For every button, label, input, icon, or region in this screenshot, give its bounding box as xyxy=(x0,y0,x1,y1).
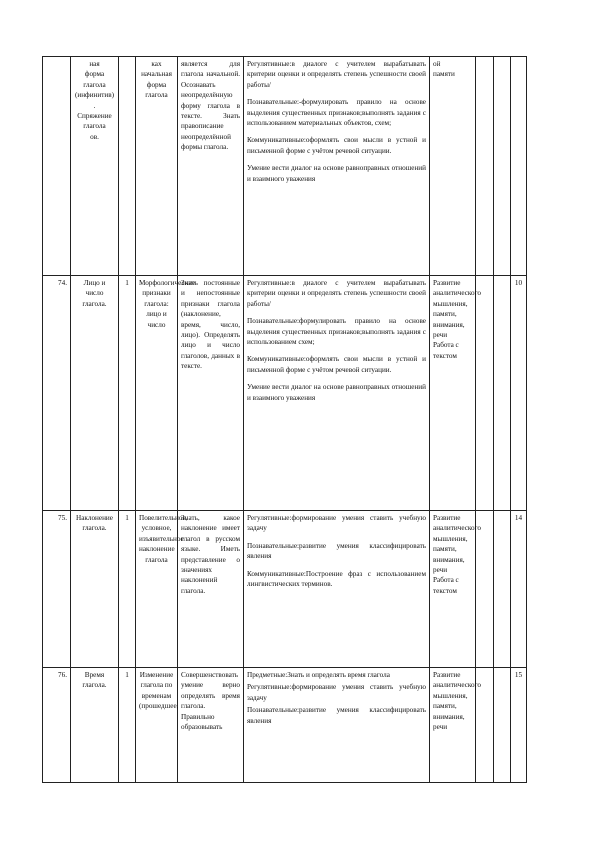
table-row xyxy=(43,57,527,276)
lesson-number: 75. xyxy=(43,511,71,668)
lesson-activity: Совершенствовать умение верно определять время глагола. Правильно образовывать xyxy=(178,668,244,783)
lesson-hours xyxy=(119,57,136,276)
table-row xyxy=(43,511,527,668)
lesson-type: Повелительное, условное, изъявительное наклонение глагола xyxy=(136,511,178,668)
lesson-week: 10 xyxy=(511,276,527,511)
uud-item: Коммуникативные:Построение фраз с использованием лингвистических терминов. xyxy=(247,569,426,589)
lesson-topic: Лицо и число глагола. xyxy=(71,276,119,511)
lesson-number: 76. xyxy=(43,668,71,783)
lesson-activity: Знать, какое наклонение имеет глагол в русском языке. Иметь представление о значениях наклонений глагола. xyxy=(178,511,244,668)
lesson-uud xyxy=(244,57,430,276)
lesson-uud xyxy=(244,668,430,783)
lesson-date-plan xyxy=(476,276,494,511)
lesson-date-plan xyxy=(476,57,494,276)
lesson-number: 74. xyxy=(43,276,71,511)
lesson-uud xyxy=(244,511,430,668)
uud-item: Коммуникативные:оформлять свои мысли в устной и письменной форме с учётом речевой ситуации. xyxy=(247,136,426,155)
lesson-number xyxy=(43,57,71,276)
uud-item: Регулятивные:в диалоге с учителем вырабатывать критерии оценки и определять степень успешности своей работы/ xyxy=(247,279,426,308)
uud-item: Умение вести диалог на основе равноправных отношений и взаимного уважения xyxy=(247,164,426,183)
uud-item: Регулятивные:формирование умения ставить учебную задачу xyxy=(247,683,426,702)
lesson-week: 15 xyxy=(511,668,527,783)
uud-item: Коммуникативные:оформлять свои мысли в устной и письменной форме с учётом речевой ситуации. xyxy=(247,355,426,374)
lesson-topic: Наклонение глагола. xyxy=(71,511,119,668)
lesson-date-fact xyxy=(494,668,511,783)
lesson-skills: Развитие аналитического мышления, памяти, внимания, речи xyxy=(430,668,476,783)
lesson-week: 14 xyxy=(511,511,527,668)
lesson-hours: 1 xyxy=(119,276,136,511)
lesson-type: Морфологические признаки глагола: лицо и число xyxy=(136,276,178,511)
lesson-topic: ная форма глагола (инфинитив) . Спряжение глагола ов. xyxy=(71,57,119,276)
lesson-date-fact xyxy=(494,511,511,668)
lesson-date-fact xyxy=(494,57,511,276)
uud-item: Познавательные:-формулировать правило на основе выделения существенных признаков;выполнять задания с использованием материальных объектов, схем; xyxy=(247,98,426,128)
lesson-activity: Знать постоянные и непостоянные признаки глагола (наклонение, время, число, лицо). Определять лицо и число глаголов, данных в тексте. xyxy=(178,276,244,511)
uud-item: Регулятивные:формирование умения ставить учебную задачу xyxy=(247,514,426,533)
lesson-plan-table xyxy=(42,56,527,783)
uud-item: Познавательные:формулировать правило на основе выделения существенных признаков;выполнять задания с использованием схем; xyxy=(247,317,426,347)
lesson-uud xyxy=(244,276,430,511)
uud-item: Регулятивные:в диалоге с учителем вырабатывать критерии оценки и определять степень успешности своей работы/ xyxy=(247,60,426,89)
uud-item: Познавательные:развитие умения классифицировать явления xyxy=(247,541,426,561)
uud-item: Предметные:Знать и определять время глагола xyxy=(247,671,390,679)
lesson-date-plan xyxy=(476,511,494,668)
table-row xyxy=(43,668,527,783)
lesson-hours: 1 xyxy=(119,668,136,783)
lesson-type: ках начальная форма глагола xyxy=(136,57,178,276)
lesson-type: Изменение глагола по временам (прошедшее, xyxy=(136,668,178,783)
lesson-week xyxy=(511,57,527,276)
lesson-date-fact xyxy=(494,276,511,511)
lesson-skills: Развитие аналитического мышления, памяти, внимания, речи Работа с текстом xyxy=(430,511,476,668)
uud-item: Умение вести диалог на основе равноправных отношений и взаимного уважения xyxy=(247,383,426,402)
lesson-topic: Время глагола. xyxy=(71,668,119,783)
uud-item: Познавательные:развитие умения классифицировать явления xyxy=(247,706,426,725)
lesson-skills: Развитие аналитического мышления, памяти, внимания, речи Работа с текстом xyxy=(430,276,476,511)
lesson-activity: является для глагола начальной. Осознавать неопределённую форму глагола в тексте. Знать правописание неопределённой формы глагола. xyxy=(178,57,244,276)
lesson-hours: 1 xyxy=(119,511,136,668)
lesson-skills: ой памяти xyxy=(430,57,476,276)
table-row xyxy=(43,276,527,511)
